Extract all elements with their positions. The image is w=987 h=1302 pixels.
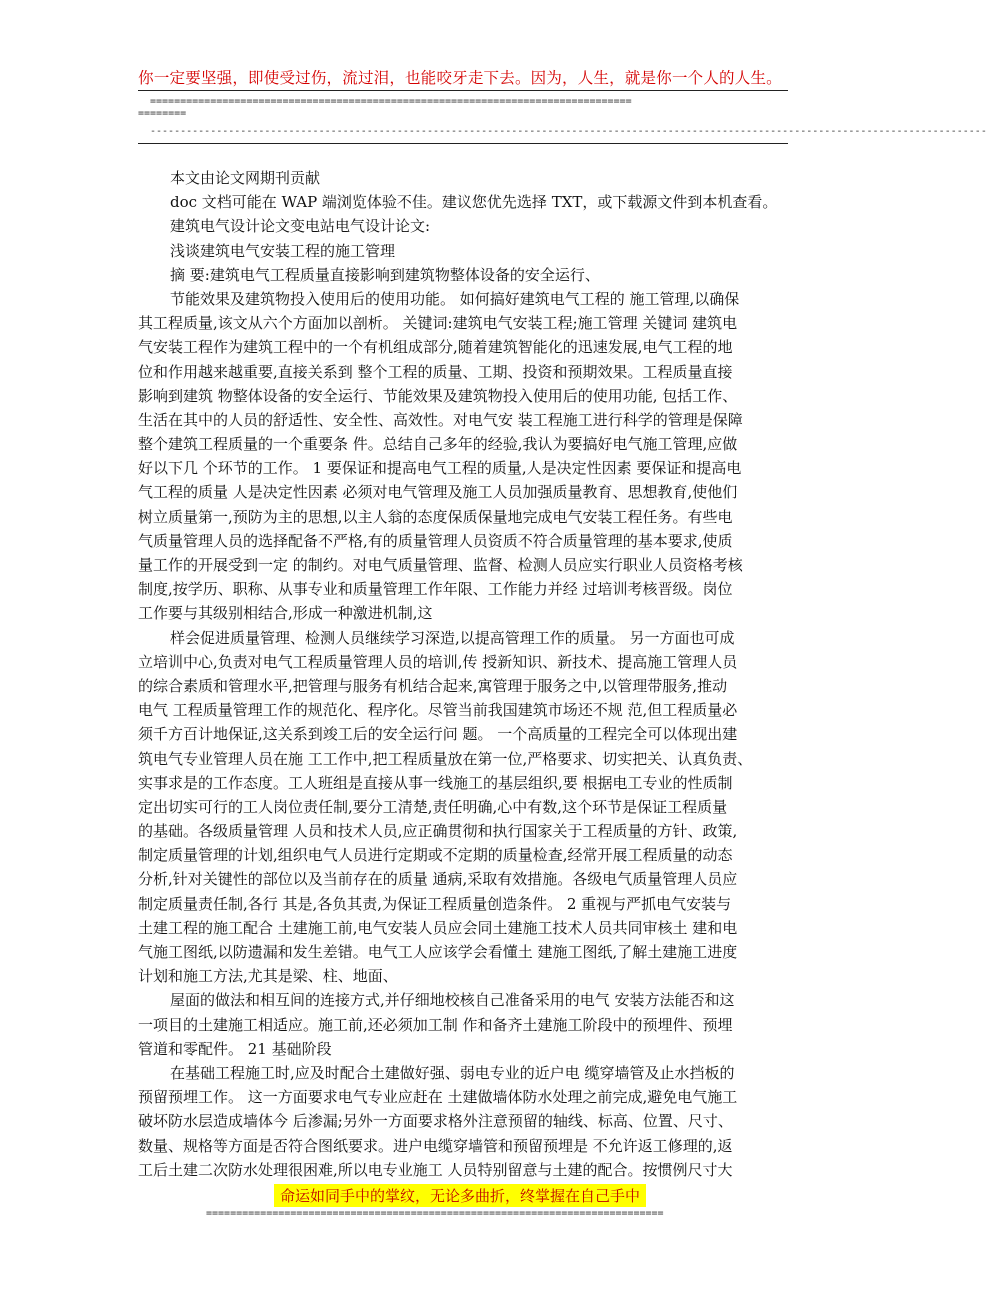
- body-line: 整个建筑工程质量的一个重要条 件。总结自己多年的经验,我认为要搞好电气施工管理,应做: [138, 435, 738, 454]
- body-line: 气施工图纸,以防遗漏和发生差错。电气工人应该学会看懂土 建施工图纸,了解土建施工进度: [138, 943, 738, 961]
- body-line: 工后土建二次防水处理很困难,所以电专业施工 人员特别留意与土建的配合。按惯例尺寸大: [138, 1160, 733, 1179]
- body-line: 量工作的开展受到一定 的制约。对电气质量管理、监督、检测人员应实行职业人员资格考核: [138, 556, 743, 574]
- body-line: 的综合素质和管理水平,把管理与服务有机结合起来,寓管理于服务之中,以管理带服务,推动: [138, 676, 728, 695]
- body-line: 其工程质量,该文从六个方面加以剖析。 关键词:建筑电气安装工程;施工管理 关键词 建筑电: [138, 314, 738, 333]
- body-line: 屋面的做法和相互间的连接方式,并仔细地校核自己准备采用的电气 安装方法能否和这: [170, 991, 735, 1010]
- footer-equals-line: ============================================================================: [206, 1208, 664, 1219]
- body-line: 气安装工程作为建筑工程中的一个有机组成部分,随着建筑智能化的迅速发展,电气工程的地: [138, 338, 733, 357]
- header-equals-line-2: ========: [138, 108, 187, 119]
- body-line: 影响到建筑 物整体设备的安全运行、节能效果及建筑物投入使用后的使用功能, 包括工作、: [138, 386, 738, 405]
- body-line: doc 文档可能在 WAP 端浏览体验不佳。建议您优先选择 TXT，或下载源文件到本机查看。: [170, 193, 778, 212]
- body-line: 气工程的质量 人是决定性因素 必须对电气管理及施工人员加强质量教育、思想教育,使他们: [138, 483, 738, 502]
- body-line: 树立质量第一,预防为主的思想,以主人翁的态度保质保量地完成电气安装工程任务。有些电: [138, 507, 733, 526]
- body-line: 的基础。各级质量管理 人员和技术人员,应正确贯彻和执行国家关于工程质量的方针、政策,: [138, 822, 738, 841]
- header-bottom-rule: [138, 143, 788, 144]
- footer: [0, 1184, 920, 1207]
- body-line: 位和作用越来越重要,直接关系到 整个工程的质量、工期、投资和预期效果。工程质量直接: [138, 362, 733, 381]
- body-line: 制度,按学历、职称、从事专业和质量管理工作年限、工作能力并经 过培训考核晋级。岗位: [138, 580, 733, 599]
- body-line: 生活在其中的人员的舒适性、安全性、高效性。对电气安 装工程施工进行科学的管理是保障: [138, 410, 743, 429]
- body-line: 立培训中心,负责对电气工程质量管理人员的培训,传 授新知识、新技术、提高施工管理人员: [138, 652, 738, 671]
- body-line: 预留预埋工作。 这一方面要求电气专业应赶在 土建做墙体防水处理之前完成,避免电气施工: [138, 1088, 738, 1107]
- body-line: 节能效果及建筑物投入使用后的使用功能。 如何搞好建筑电气工程的 施工管理,以确保: [170, 289, 740, 308]
- body-line: 分析,针对关键性的部位以及当前存在的质量 通病,采取有效措施。各级电气质量管理人员应: [138, 870, 738, 889]
- body-line: 制定质量管理的计划,组织电气人员进行定期或不定期的质量检查,经常开展工程质量的动态: [138, 846, 733, 865]
- header-dash-line: -------------------------------------------------------------------------------------------------------------------------------------------: [150, 126, 987, 137]
- body-line: 摘 要:建筑电气工程质量直接影响到建筑物整体设备的安全运行、: [170, 265, 600, 284]
- body-line: 须千方百计地保证,这关系到竣工后的安全运行问 题。 一个高质量的工程完全可以体现出建: [138, 725, 738, 744]
- body-line: 土建工程的施工配合 土建施工前,电气安装人员应会同土建施工技术人员共同审核土 建和电: [138, 918, 738, 937]
- body-line: 实事求是的工作态度。工人班组是直接从事一线施工的基层组织,要 根据电工专业的性质制: [138, 773, 733, 792]
- article-body: [138, 166, 790, 1182]
- body-line: 浅谈建筑电气安装工程的施工管理: [170, 241, 396, 260]
- header-top-rule: [138, 90, 788, 91]
- body-line: 破坏防水层造成墙体今 后渗漏;另外一方面要求格外注意预留的轴线、标高、位置、尺寸、: [138, 1112, 733, 1131]
- body-line: 本文由论文网期刊贡献: [170, 169, 321, 187]
- body-line: 工作要与其级别相结合,形成一种激进机制,这: [138, 604, 433, 623]
- body-line: 计划和施工方法,尤其是梁、柱、地面、: [138, 967, 398, 986]
- body-line: 筑电气专业管理人员在施 工工作中,把工程质量放在第一位,严格要求、切实把关、认真负责、: [138, 749, 753, 768]
- body-line: 气质量管理人员的选择配备不严格,有的质量管理人员资质不符合质量管理的基本要求,使质: [138, 531, 733, 550]
- body-line: 定出切实可行的工人岗位责任制,要分工清楚,责任明确,心中有数,这个环节是保证工程质量: [138, 797, 728, 816]
- body-line: 电气 工程质量管理工作的规范化、程序化。尽管当前我国建筑市场还不规 范,但工程质量必: [138, 701, 738, 720]
- body-line: 在基础工程施工时,应及时配合土建做好强、弱电专业的近户电 缆穿墙管及止水挡板的: [170, 1063, 735, 1082]
- header-motto: 你一定要坚强，即使受过伤，流过泪，也能咬牙走下去。因为，人生，就是你一个人的人生。: [138, 69, 782, 87]
- body-line: 一项目的土建施工相适应。施工前,还必须加工制 作和备齐土建施工阶段中的预埋件、预埋: [138, 1015, 733, 1034]
- body-line: 建筑电气设计论文变电站电气设计论文:: [170, 217, 431, 236]
- body-line: 管道和零配件。 21 基础阶段: [138, 1039, 332, 1058]
- header-equals-line-1: ================================================================================: [150, 96, 632, 107]
- body-line: 制定质量责任制,各行 其是,各负其责,为保证工程质量创造条件。 2 重视与严抓电气安装与: [138, 894, 732, 913]
- footer-motto: 命运如同手中的掌纹，无论多曲折，终掌握在自己手中: [274, 1184, 646, 1207]
- body-line: 好以下几 个环节的工作。 1 要保证和提高电气工程的质量,人是决定性因素 要保证和提高电: [138, 459, 742, 478]
- body-line: 样会促进质量管理、检测人员继续学习深造,以提高管理工作的质量。 另一方面也可成: [170, 628, 735, 647]
- body-line: 数量、规格等方面是否符合图纸要求。进户电缆穿墙管和预留预埋是 不允许返工修理的,返: [138, 1136, 733, 1155]
